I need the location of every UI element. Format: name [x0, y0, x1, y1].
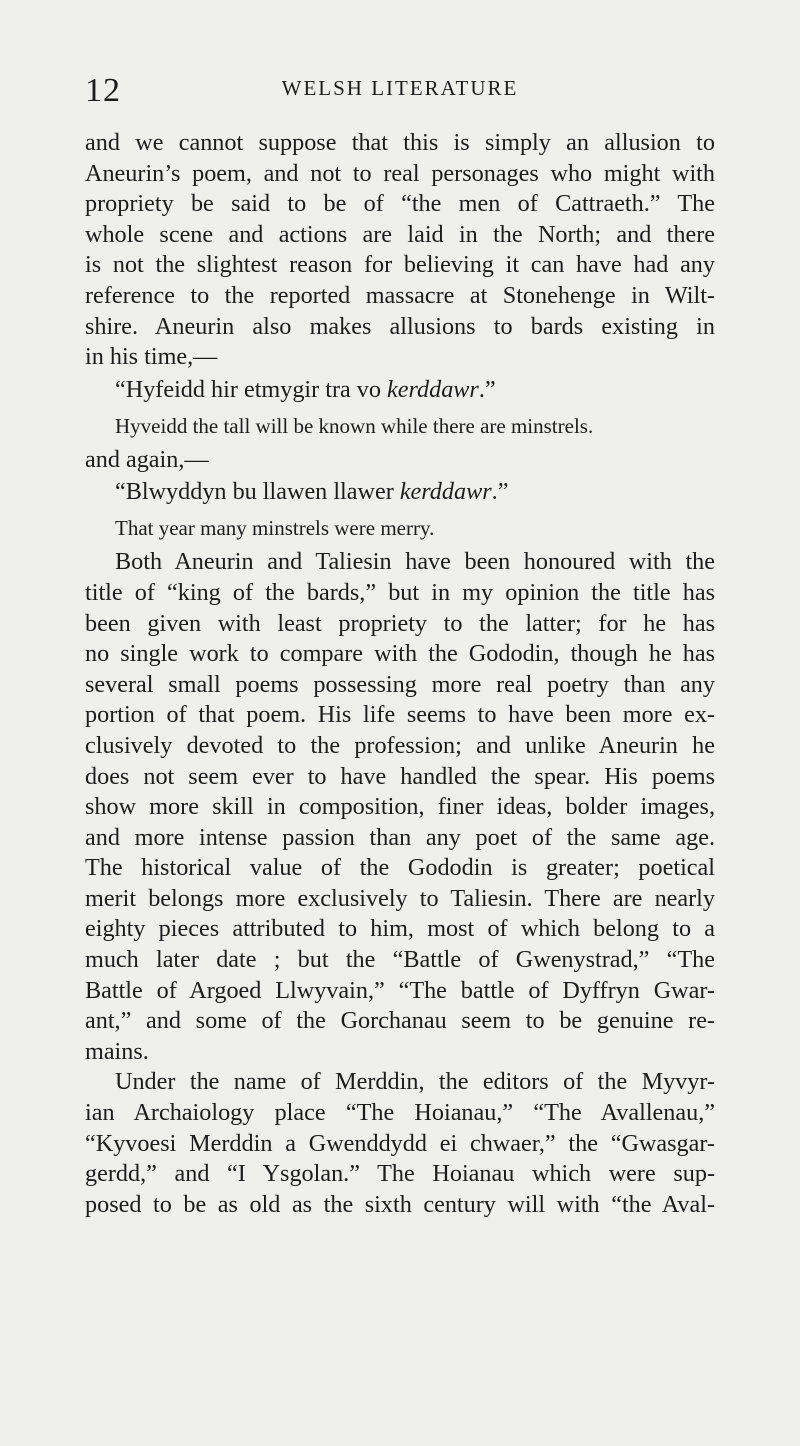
text-line: Battle of Argoed Llwyvain,” “The battle of Dyffryn Gwar- — [85, 976, 715, 1004]
text-line: merit belongs more exclusively to Taliesin. There are nearly — [85, 884, 715, 912]
page-number: 12 — [85, 72, 121, 109]
text-line: been given with least propriety to the latter; for he has — [85, 609, 715, 637]
text-line: title of “king of the bards,” but in my opinion the title has — [85, 578, 715, 606]
verse-text: “Blwyddyn bu llawen llawer — [115, 478, 400, 506]
paragraph-2 — [85, 547, 715, 1067]
verse-closing: .” — [491, 478, 509, 506]
text-line: ian Archaiology place “The Hoianau,” “The Avallenau,” — [85, 1099, 715, 1127]
verse-text: “Hyfeidd hir etmygir tra vo — [115, 375, 388, 403]
text-line: Aneurin’s poem, and not to real personages who might with — [85, 159, 715, 187]
verse-italic-word: kerddawr — [387, 375, 479, 403]
text-line: Both Aneurin and Taliesin have been honoured with the — [115, 548, 715, 576]
text-line: does not seem ever to have handled the spear. His poems — [85, 762, 715, 790]
text-line: portion of that poem. His life seems to have been more ex- — [85, 701, 715, 729]
text-line: gerdd,” and “I Ysgolan.” The Hoianau which were sup- — [85, 1160, 715, 1188]
text-line: posed to be as old as the sixth century will with “the Aval- — [85, 1190, 715, 1218]
text-line: Under the name of Merddin, the editors of the Myvyr- — [115, 1068, 715, 1096]
text-line: ant,” and some of the Gorchanau seem to be genuine re- — [85, 1007, 715, 1035]
text-line: in his time,— — [85, 343, 218, 371]
text-line: propriety be said to be of “the men of Cattraeth.” The — [85, 190, 715, 218]
text-line: reference to the reported massacre at Stonehenge in Wilt- — [85, 281, 715, 309]
verse-translation-1: Hyveidd the tall will be known while there are minstrels. — [115, 413, 594, 438]
text-line: whole scene and actions are laid in the North; and there — [85, 220, 715, 248]
text-line: The historical value of the Gododin is greater; poetical — [85, 854, 715, 882]
verse-translation-2: That year many minstrels were merry. — [115, 516, 435, 541]
text-line: shire. Aneurin also makes allusions to bards existing in — [85, 312, 715, 340]
verse-welsh-1 — [85, 373, 715, 407]
paragraph-3 — [85, 1067, 715, 1220]
verse-welsh-2 — [85, 475, 715, 509]
text-line: eighty pieces attributed to him, most of which belong to a — [85, 915, 715, 943]
page-header — [85, 72, 715, 112]
text-line-and-again: and again,— — [85, 445, 209, 473]
paragraph-1 — [85, 128, 715, 373]
text-line: much later date ; but the “Battle of Gwenystrad,” “The — [85, 946, 715, 974]
text-line: clusively devoted to the profession; and unlike Aneurin he — [85, 731, 715, 759]
text-line: “Kyvoesi Merddin a Gwenddydd ei chwaer,” the “Gwasgar- — [85, 1129, 715, 1157]
text-line: and we cannot suppose that this is simply an allusion to — [85, 129, 715, 156]
running-head: WELSH LITERATURE — [281, 76, 519, 100]
text-line: mains. — [85, 1037, 149, 1065]
text-line: several small poems possessing more real poetry than any — [85, 670, 715, 698]
verse-closing: .” — [478, 375, 496, 403]
text-line: show more skill in composition, finer ideas, bolder images, — [85, 793, 715, 821]
text-line: is not the slightest reason for believing it can have had any — [85, 251, 715, 279]
text-line: no single work to compare with the Gododin, though he has — [85, 640, 715, 668]
body-text — [85, 128, 715, 1220]
verse-italic-word: kerddawr — [399, 478, 492, 506]
text-line: and more intense passion than any poet of the same age. — [85, 823, 715, 851]
